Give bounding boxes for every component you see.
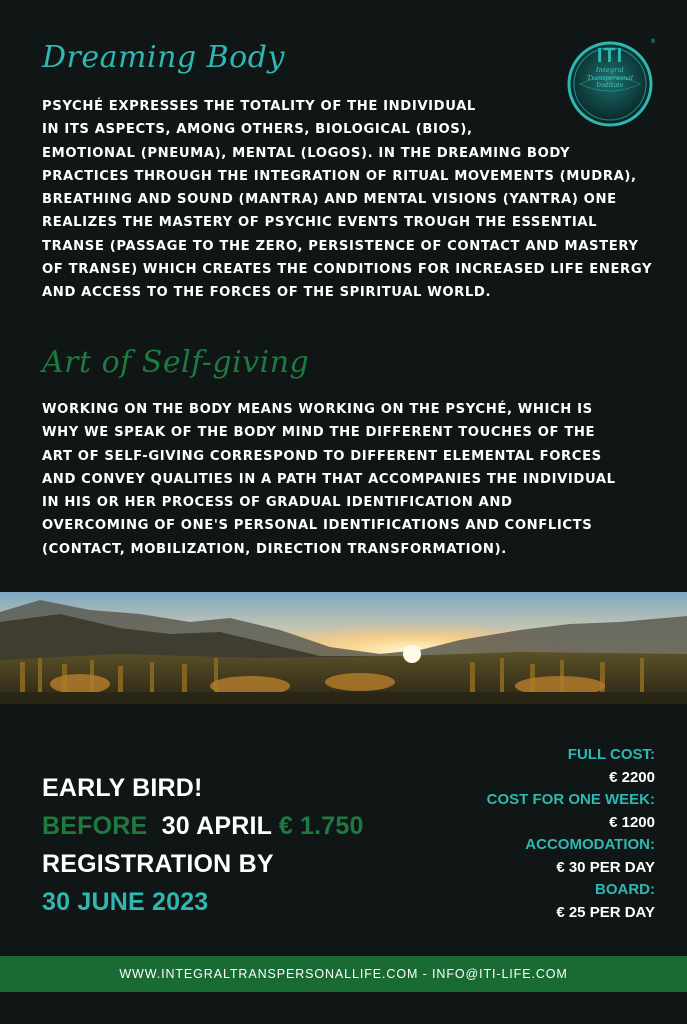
logo-acronym: ITI <box>596 45 624 67</box>
paragraph-line: WORKING ON THE BODY MEANS WORKING ON THE PSYCHÉ, WHICH IS <box>42 402 593 417</box>
cost-label-week: COST FOR ONE WEEK: <box>486 791 655 808</box>
registration-label: REGISTRATION BY <box>42 850 274 878</box>
cost-value-week: € 1200 <box>609 813 655 831</box>
paragraph-line: IN ITS ASPECTS, AMONG OTHERS, BIOLOGICAL (BIOS), <box>42 122 473 138</box>
paragraph-line: EMOTIONAL (PNEUMA), MENTAL (LOGOS). IN THE DREAMING BODY <box>42 145 571 161</box>
before-date: 30 APRIL <box>161 812 272 840</box>
cost-value-accomodation: € 30 PER DAY <box>556 858 655 876</box>
paragraph-line: PSYCHÉ EXPRESSES THE TOTALITY OF THE INDIVIDUAL <box>42 99 476 114</box>
registration-date: 30 JUNE 2023 <box>42 888 209 916</box>
art-of-self-giving-paragraph <box>42 398 662 561</box>
landscape-photo <box>0 592 687 704</box>
paragraph-line: ART OF SELF-GIVING CORRESPOND TO DIFFERENT ELEMENTAL FORCES <box>42 448 602 464</box>
logo-line-3: Institute <box>596 82 624 89</box>
registered-mark: ® <box>650 38 656 45</box>
cost-label-accomodation: ACCOMODATION: <box>525 836 655 853</box>
logo-line-2: Transpersonal <box>587 74 633 82</box>
paragraph-line: (CONTACT, MOBILIZATION, DIRECTION TRANSFORMATION). <box>42 541 507 557</box>
iti-logo <box>566 40 654 128</box>
paragraph-line: AND ACCESS TO THE FORCES OF THE SPIRITUAL WORLD. <box>42 285 492 301</box>
paragraph-line: IN HIS OR HER PROCESS OF GRADUAL IDENTIFICATION AND <box>42 495 513 511</box>
before-label: BEFORE <box>42 812 148 840</box>
cost-label-board: BOARD: <box>595 881 655 898</box>
paragraph-line: REALIZES THE MASTERY OF PSYCHIC EVENTS TROUGH THE ESSENTIAL <box>42 215 598 231</box>
paragraph-line: OVERCOMING OF ONE'S PERSONAL IDENTIFICATIONS AND CONFLICTS <box>42 518 593 534</box>
paragraph-line: PRACTICES THROUGH THE INTEGRATION OF RITUAL MOVEMENTS (MUDRA), <box>42 168 637 184</box>
sunset-valley-image <box>0 592 687 704</box>
paragraph-line: WHY WE SPEAK OF THE BODY MIND THE DIFFERENT TOUCHES OF THE <box>42 425 596 441</box>
logo-line-1: Integral <box>595 67 624 74</box>
cost-value-board: € 25 PER DAY <box>556 903 655 921</box>
section-title-dreaming-body: Dreaming Body <box>42 40 285 75</box>
paragraph-line: TRANSE (PASSAGE TO THE ZERO, PERSISTENCE OF CONTACT AND MASTERY <box>42 238 639 254</box>
paragraph-line: AND CONVEY QUALITIES IN A PATH THAT ACCOMPANIES THE INDIVIDUAL <box>42 471 616 487</box>
cost-value-full: € 2200 <box>609 768 655 786</box>
cost-list <box>395 744 655 924</box>
cost-label-full: FULL COST: <box>567 746 655 763</box>
early-bird-offer <box>42 809 364 844</box>
paragraph-line: OF TRANSE) WHICH CREATES THE CONDITIONS FOR INCREASED LIFE ENERGY <box>42 262 653 278</box>
footer-contact-text[interactable]: WWW.INTEGRALTRANSPERSONALLIFE.COM - INFO@ITI-LIFE.COM <box>119 967 568 981</box>
logo-caption <box>566 67 654 90</box>
paragraph-line: BREATHING AND SOUND (MANTRA) AND MENTAL VISIONS (YANTRA) ONE <box>42 192 617 208</box>
footer-contact-bar <box>0 956 687 992</box>
section-title-art-of-self-giving: Art of Self-giving <box>42 345 310 380</box>
early-bird-price: € 1.750 <box>278 812 364 840</box>
early-bird-headline: EARLY BIRD! <box>42 774 203 802</box>
